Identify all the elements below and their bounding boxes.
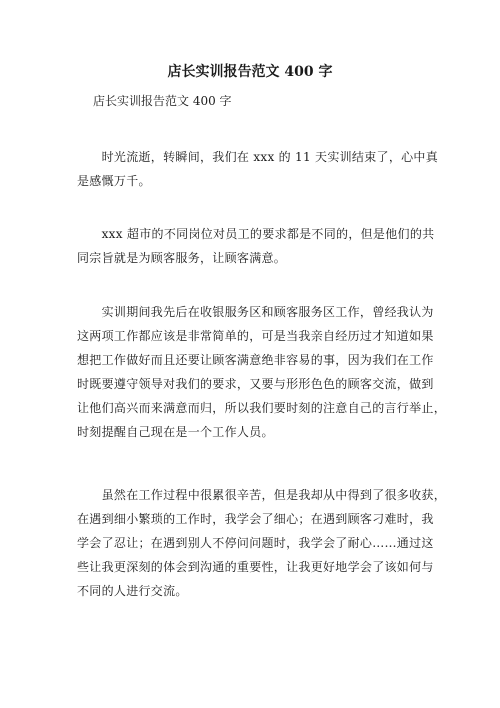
paragraph-line: 在遇到细小繁琐的工作时，我学会了细心；在遇到顾客刁难时，我 (77, 512, 434, 526)
paragraph-line: 实训期间我先后在收银服务区和顾客服务区工作，曾经我认为 (77, 305, 434, 319)
paragraph-line: 时刻提醒自己现在是一个工作人员。 (77, 425, 274, 439)
paragraph-line: 同宗旨就是为顾客服务，让顾客满意。 (77, 251, 287, 265)
document-subtitle: 店长实训报告范文 400 字 (93, 94, 232, 108)
paragraph-line: 学会了忍让；在遇到别人不停问问题时，我学会了耐心……通过这 (77, 536, 434, 550)
paragraph-line: 不同的人进行交流。 (77, 584, 188, 598)
paragraph-line: 是感慨万千。 (77, 174, 151, 188)
paragraph-line: xxx 超市的不同岗位对员工的要求都是不同的，但是他们的共 (77, 227, 435, 241)
paragraph-line: 时光流逝，转瞬间，我们在 xxx 的 11 天实训结束了，心中真 (77, 150, 439, 164)
paragraph-line: 些让我更深刻的体会到沟通的重要性，让我更好地学会了该如何与 (77, 560, 434, 574)
document-title: 店长实训报告范文 400 字 (167, 64, 333, 80)
paragraph-1 (77, 145, 437, 193)
paragraph-line: 想把工作做好而且还要让顾客满意绝非容易的事，因为我们在工作 (77, 353, 434, 367)
paragraph-line: 让他们高兴而来满意而归，所以我们要时刻的注意自己的言行举止， (77, 401, 447, 415)
paragraph-3 (77, 300, 447, 444)
paragraph-4 (77, 483, 447, 603)
paragraph-line: 时既要遵守领导对我们的要求，又要与形形色色的顾客交流，做到 (77, 377, 434, 391)
paragraph-line: 虽然在工作过程中很累很辛苦，但是我却从中得到了很多收获， (77, 488, 447, 502)
paragraph-2 (77, 222, 437, 270)
paragraph-line: 这两项工作都应该是非常简单的，可是当我亲自经历过才知道如果 (77, 329, 434, 343)
